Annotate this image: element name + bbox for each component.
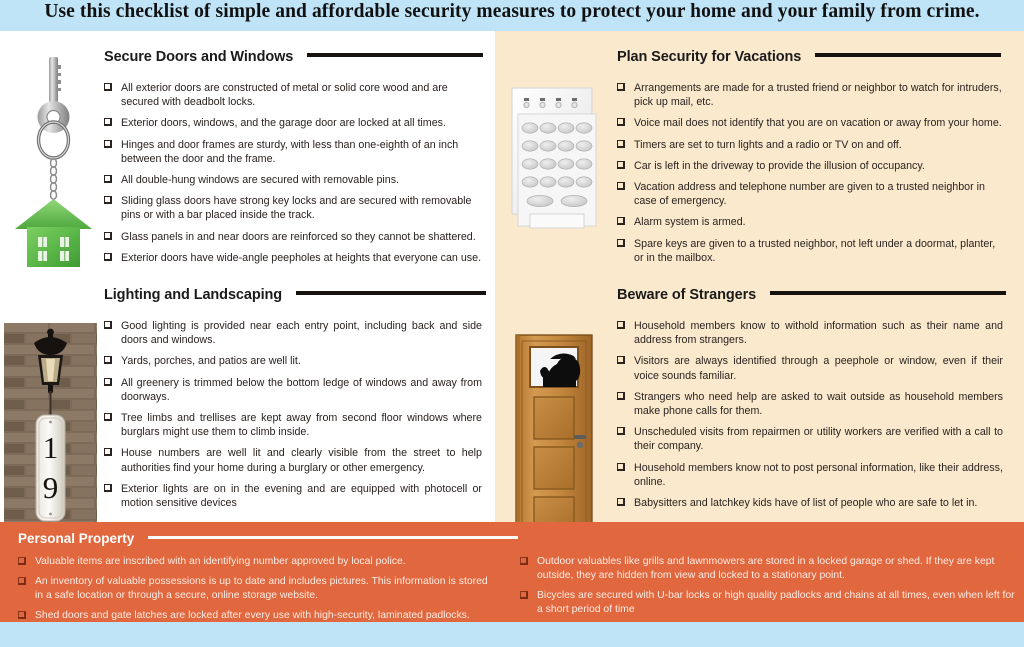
checklist-item[interactable] — [617, 215, 1007, 229]
checkbox-icon[interactable] — [104, 321, 112, 329]
checkbox-icon[interactable] — [18, 577, 26, 585]
checklist-item-label: Visitors are always identified through a peephole or window, even if their voice sounds familiar. — [634, 355, 1003, 382]
checklist — [18, 555, 498, 623]
checklist-item-label: All greenery is trimmed below the bottom ledge of windows and away from doorways. — [121, 376, 482, 403]
section-rule — [815, 53, 1001, 57]
section-title: Lighting and Landscaping — [104, 286, 283, 303]
checklist-item-label: Car is left in the driveway to provide the illusion of occupancy. — [634, 159, 925, 172]
checklist-item-label: Household members know to withold information such as their name and address from strangers. — [634, 320, 1003, 347]
checklist-item-label: Unscheduled visits from repairmen or utility workers are verified with a call to their company. — [634, 426, 1003, 453]
section-rule — [307, 53, 483, 57]
checklist — [617, 319, 1007, 510]
checklist-item[interactable] — [520, 589, 1015, 617]
checklist-item[interactable] — [104, 411, 486, 439]
checklist-item[interactable] — [617, 116, 1007, 130]
checklist-item[interactable] — [104, 173, 486, 187]
checkbox-icon[interactable] — [104, 175, 112, 183]
checklist-item[interactable] — [617, 138, 1007, 152]
checklist-item-label: Strangers who need help are asked to wait outside as household members make phone calls for them. — [634, 390, 1003, 418]
section-header — [617, 48, 1007, 70]
checklist-item[interactable] — [18, 575, 498, 603]
checklist-item[interactable] — [617, 461, 1007, 489]
checkbox-icon[interactable] — [18, 557, 26, 565]
checklist-item-label: Hinges and door frames are sturdy, with less than one-eighth of an inch between the door and the frame. — [121, 138, 459, 165]
checkbox-icon[interactable] — [617, 239, 625, 247]
checklist — [617, 81, 1007, 265]
checklist-item-label: Timers are set to turn lights and a radio or TV on and off. — [634, 138, 902, 151]
front-door-stranger-photo — [510, 331, 602, 544]
checklist-item-label: All double-hung windows are secured with removable pins. — [121, 174, 400, 187]
checklist-item[interactable] — [104, 138, 486, 166]
checkbox-icon[interactable] — [617, 427, 625, 435]
checklist-item[interactable] — [617, 390, 1007, 418]
checklist-item[interactable] — [617, 81, 1007, 109]
checklist-item[interactable] — [617, 425, 1007, 453]
checklist-item[interactable] — [104, 376, 486, 404]
svg-text:1: 1 — [42, 430, 59, 465]
checklist-item[interactable] — [617, 496, 1007, 510]
brick-wall-lamp-photo — [4, 323, 97, 541]
checklist — [520, 555, 1015, 617]
checklist-item-label: Voice mail does not identify that you are on vacation or away from your home. — [634, 117, 1002, 130]
checkbox-icon[interactable] — [104, 140, 112, 148]
checklist-item[interactable] — [18, 609, 498, 623]
checkbox-icon[interactable] — [617, 161, 625, 169]
checklist-item-label: Yards, porches, and patios are well lit. — [121, 355, 301, 368]
house-keychain-photo — [6, 39, 98, 274]
section-title: Beware of Strangers — [617, 286, 757, 303]
checklist-item-label: Shed doors and gate latches are locked after every use with high-security, laminated padlocks. — [35, 610, 470, 621]
checklist-item[interactable] — [104, 446, 486, 474]
checklist-item[interactable] — [617, 180, 1007, 208]
checkbox-icon[interactable] — [617, 498, 625, 506]
section-title: Secure Doors and Windows — [104, 48, 294, 65]
checklist-item-label: Exterior lights are on in the evening and are equipped with photocell or motion sensitive devices — [121, 482, 482, 510]
checklist-item-label: Good lighting is provided near each entry point, including back and side doors and windows. — [121, 320, 482, 347]
body-area — [0, 31, 1024, 522]
footer-header — [18, 530, 1024, 550]
checklist-item[interactable] — [104, 116, 486, 130]
checklist-item[interactable] — [104, 482, 486, 510]
checklist-item-label: An inventory of valuable possessions is up to date and includes pictures. This information is stored in a safe location or through a secure, online storage website. — [35, 576, 488, 601]
checklist-item[interactable] — [104, 354, 486, 368]
checkbox-icon[interactable] — [104, 378, 112, 386]
checklist-item[interactable] — [104, 81, 486, 109]
checkbox-icon[interactable] — [104, 413, 112, 421]
checkbox-icon[interactable] — [617, 118, 625, 126]
checklist-item-label: Bicycles are secured with U-bar locks or high quality padlocks and chains at all times, even when left for a short period of time — [537, 590, 1015, 615]
checkbox-icon[interactable] — [104, 448, 112, 456]
checklist-item-label: Exterior doors have wide-angle peepholes at heights that everyone can use. — [121, 251, 482, 264]
checklist-item-label: Exterior doors, windows, and the garage door are locked at all times. — [121, 117, 446, 130]
checkbox-icon[interactable] — [104, 118, 112, 126]
checklist-item-label: Spare keys are given to a trusted neighbor, not left under a doormat, planter, or in the mailbox. — [634, 237, 996, 264]
svg-text:9: 9 — [42, 470, 59, 505]
checklist-item-label: Glass panels in and near doors are reinforced so they cannot be shattered. — [121, 230, 476, 243]
checkbox-icon[interactable] — [617, 392, 625, 400]
checklist-item-label: Alarm system is armed. — [634, 216, 746, 229]
checkbox-icon[interactable] — [617, 321, 625, 329]
checklist-item-label: House numbers are well lit and clearly visible from the street to help authorities find your home during a burglary or other emergency. — [121, 447, 482, 474]
section-header — [617, 286, 1007, 308]
alarm-keypad-photo — [506, 86, 604, 261]
checkbox-icon[interactable] — [104, 356, 112, 364]
checklist-item-label: Sliding glass doors have strong key locks and are secured with removable pins or with a bar placed inside the track. — [121, 195, 472, 222]
checkbox-icon[interactable] — [617, 83, 625, 91]
checklist-item-label: Tree limbs and trellises are kept away from second floor windows where burglars might use them to climb inside. — [121, 412, 482, 439]
checklist-item-label: Arrangements are made for a trusted friend or neighbor to watch for intruders, pick up mail, etc. — [634, 82, 1002, 109]
section-title: Plan Security for Vacations — [617, 48, 802, 65]
checklist-item-label: Vacation address and telephone number are given to a trusted neighbor in case of emergency. — [634, 181, 985, 208]
checklist-item[interactable] — [104, 230, 486, 244]
section-beware-of-strangers — [617, 286, 1007, 517]
page-title: Use this checklist of simple and affordable security measures to protect your home and your family from crime. — [44, 1, 980, 22]
checklist-item-label: Babysitters and latchkey kids have of list of people who are safe to let in. — [634, 497, 978, 510]
checklist — [104, 81, 486, 265]
footer-column-left — [18, 555, 498, 629]
checkbox-icon[interactable] — [18, 611, 26, 619]
checkbox-icon[interactable] — [617, 356, 625, 364]
checklist-item-label: Household members know not to post personal information, like their address, online. — [634, 461, 1003, 488]
section-header — [104, 286, 486, 308]
checklist-item[interactable] — [617, 319, 1007, 347]
personal-property-footer — [0, 522, 1024, 622]
section-rule — [296, 291, 486, 295]
checkbox-icon[interactable] — [617, 217, 625, 225]
checklist-item-label: All exterior doors are constructed of metal or solid core wood and are secured with deadbolt locks. — [121, 82, 448, 109]
footer-title: Personal Property — [18, 531, 135, 547]
checkbox-icon[interactable] — [104, 196, 112, 204]
checklist — [104, 319, 486, 510]
checklist-item-label: Valuable items are inscribed with an identifying number approved by local police. — [35, 556, 406, 567]
checkbox-icon[interactable] — [520, 591, 528, 599]
header-band — [0, 0, 1024, 31]
checkbox-icon[interactable] — [104, 484, 112, 492]
checklist-item[interactable] — [617, 159, 1007, 173]
checklist-item[interactable] — [617, 237, 1007, 265]
section-lighting-and-landscaping — [104, 286, 486, 517]
footer-rule — [148, 536, 518, 539]
checkbox-icon[interactable] — [617, 182, 625, 190]
checkbox-icon[interactable] — [617, 463, 625, 471]
section-secure-doors-and-windows — [104, 48, 486, 272]
checklist-item[interactable] — [104, 251, 486, 265]
checkbox-icon[interactable] — [104, 253, 112, 261]
checklist-item[interactable] — [520, 555, 1015, 583]
section-plan-security-for-vacations — [617, 48, 1007, 272]
checkbox-icon[interactable] — [520, 557, 528, 565]
checkbox-icon[interactable] — [617, 140, 625, 148]
footer-column-right — [520, 555, 1015, 623]
section-header — [104, 48, 486, 70]
checkbox-icon[interactable] — [104, 83, 112, 91]
section-rule — [770, 291, 1006, 295]
checklist-item[interactable] — [18, 555, 498, 569]
checkbox-icon[interactable] — [104, 232, 112, 240]
checklist-item[interactable] — [617, 354, 1007, 382]
checklist-item-label: Outdoor valuables like grills and lawnmowers are stored in a locked garage or shed. If they are kept outside, they are hidden from view and locked to a stationary point. — [537, 556, 995, 581]
footer-band — [0, 622, 1024, 647]
checklist-item[interactable] — [104, 319, 486, 347]
checklist-item[interactable] — [104, 194, 486, 222]
